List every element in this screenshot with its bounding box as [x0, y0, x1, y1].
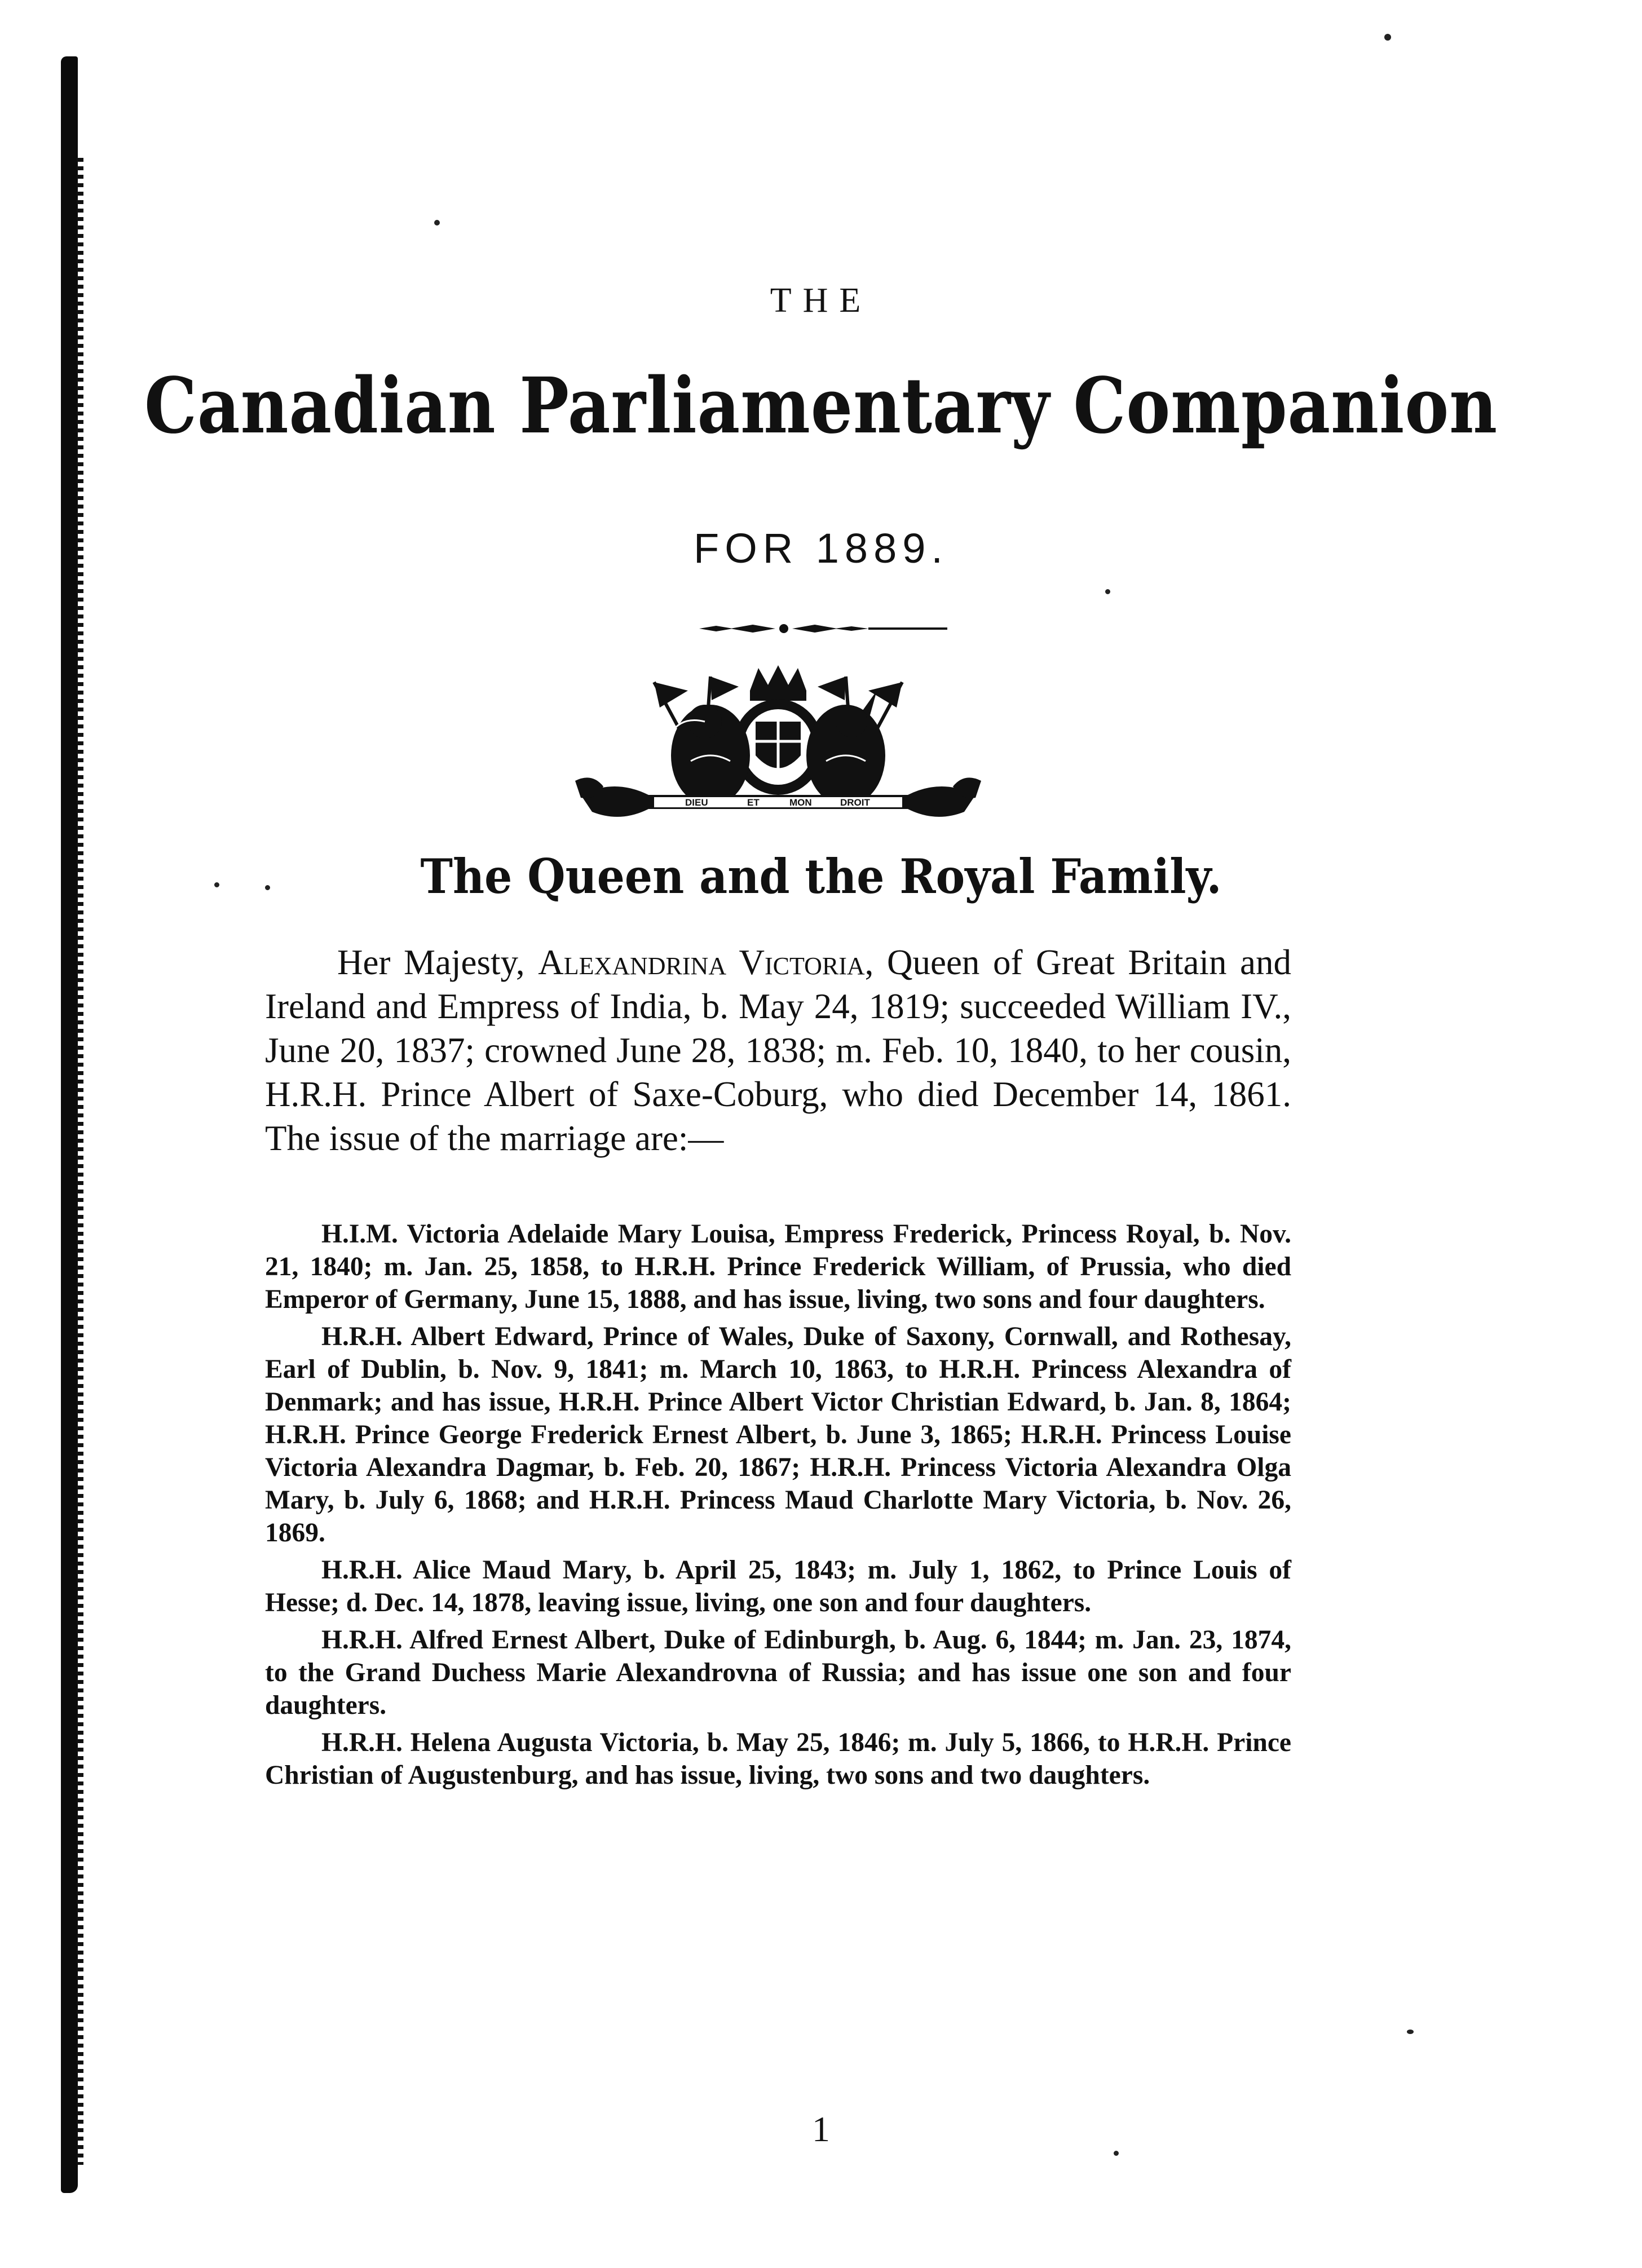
scan-speck: [1407, 2030, 1414, 2034]
royal-coat-of-arms-icon: [570, 665, 987, 834]
header-the: THE: [770, 281, 872, 320]
crest-motto-word: MON: [789, 797, 812, 808]
entry-paragraph: H.R.H. Alice Maud Mary, b. April 25, 1843; m. July 1, 1862, to Prince Louis of Hesse; d. Dec. 14, 1878, leaving issue, living, one son and four daughters.: [265, 1555, 1291, 1617]
crest-motto-word: DROIT: [840, 797, 870, 808]
binding-edge: [61, 56, 78, 2193]
publication-year: FOR 1889.: [694, 525, 948, 572]
crest-motto-word: DIEU: [685, 797, 708, 808]
ornamental-rule-icon: [699, 620, 947, 637]
scan-speck: [1114, 2151, 1119, 2156]
page-number: 1: [812, 2109, 830, 2149]
publication-title: Canadian Parliamentary Companion: [144, 361, 1498, 451]
entry-paragraph: H.I.M. Victoria Adelaide Mary Louisa, Empress Frederick, Princess Royal, b. Nov. 21, 1840; m. Jan. 25, 1858, to H.R.H. Prince Frederick William, of Prussia, who died Emperor of Germany, June 15, 1888, and has issue, living, two sons and four daughters.: [265, 1219, 1291, 1314]
royal-family-entries: [265, 1218, 1291, 1796]
scan-speck: [434, 220, 440, 226]
crest-motto-word: ET: [747, 797, 760, 808]
section-title: The Queen and the Royal Family.: [420, 848, 1222, 904]
intro-opening: Her Majesty,: [337, 943, 538, 982]
entry-paragraph: H.R.H. Albert Edward, Prince of Wales, Duke of Saxony, Cornwall, and Rothesay, Earl of Dublin, b. Nov. 9, 1841; m. March 10, 1863, to H.R.H. Princess Alexandra of Denmark; and has issue, H.R.H. Prince Albert Victor Christian Edward, b. Jan. 8, 1864; H.R.H. Prince George Frederick Ernest Albert, b. June 3, 1865; H.R.H. Princess Louise Victoria Alexandra Dagmar, b. Feb. 20, 1867; H.R.H. Princess Victoria Alexandra Olga Mary, b. July 6, 1868; and H.R.H. Princess Maud Charlotte Mary Victoria, b. Nov. 26, 1869.: [265, 1322, 1291, 1548]
entry-paragraph: H.R.H. Alfred Ernest Albert, Duke of Edinburgh, b. Aug. 6, 1844; m. Jan. 23, 1874, to the Grand Duchess Marie Alexandrovna of Russia; and has issue one son and four daughters.: [265, 1625, 1291, 1720]
intro-paragraph: [265, 940, 1291, 1160]
entry-paragraph: H.R.H. Helena Augusta Victoria, b. May 25, 1846; m. July 5, 1866, to H.R.H. Prince Christian of Augustenburg, and has issue, living, two sons and two daughters.: [265, 1728, 1291, 1790]
scan-speck: [1105, 589, 1110, 594]
scan-speck: [1384, 34, 1391, 41]
queen-name: Alexandrina Victoria: [538, 943, 865, 982]
intro-text: , Queen of Great Britain and Ireland and Empress of India, b. May 24, 1819; succeeded William IV., June 20, 1837; crowned June 28, 1838; m. Feb. 10, 1840, to her cousin, H.R.H. Prince Albert of Saxe-Coburg, who died December 14, 1861. The issue of the marriage are:—: [265, 943, 1291, 1158]
